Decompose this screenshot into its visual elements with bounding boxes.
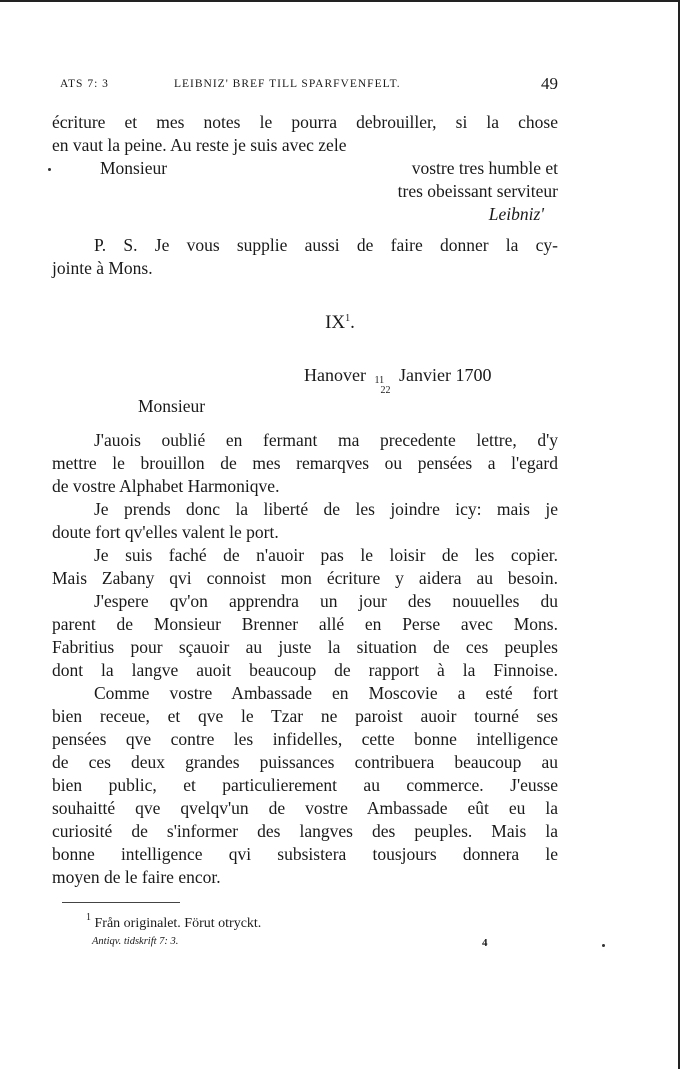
paragraph bbox=[52, 429, 558, 498]
text-line: bonne intelligence qvi subsistera tousjours donnera le bbox=[52, 844, 558, 864]
section-heading: $IX^1$. bbox=[325, 312, 355, 333]
paragraph bbox=[52, 498, 558, 544]
closing-salutation: Monsieur bbox=[100, 158, 168, 178]
signature: Leibniz' bbox=[488, 204, 544, 224]
paragraph bbox=[52, 682, 558, 889]
scan-speck bbox=[48, 168, 51, 171]
letter-salutation: Monsieur bbox=[138, 396, 206, 416]
footnote-rule bbox=[62, 902, 180, 903]
paragraph bbox=[52, 544, 558, 590]
text-line: mettre le brouillon de mes remarqves ou pensées a l'egard bbox=[52, 453, 558, 473]
text-line: J'espere qv'on apprendra un jour des nouuelles du bbox=[94, 591, 558, 611]
date-new-style: 22 bbox=[380, 385, 391, 396]
running-header bbox=[60, 74, 558, 96]
text-line: parent de Monsieur Brenner allé en Perse avec Mons. bbox=[52, 614, 558, 634]
text-line: de ces deux grandes puissances contribuera beaucoup au bbox=[52, 752, 558, 772]
text-line: jointe à Mons. bbox=[52, 258, 153, 278]
footnote-marker: 1 bbox=[86, 912, 91, 923]
text-line: Mais Zabany qvi connoist mon écriture y aidera au besoin. bbox=[52, 568, 558, 588]
text-line: dont la langve auoit beaucoup de rapport à la Finnoise. bbox=[52, 660, 558, 680]
signature-mark: Antiqv. tidskrift 7: 3. bbox=[92, 936, 179, 947]
text-line: souhaitté qve qvelqv'un de vostre Ambassade eût eu la bbox=[52, 798, 558, 818]
footnote bbox=[86, 912, 261, 932]
text-line: pensées qve contre les infidelles, cette bonne intelligence bbox=[52, 729, 558, 749]
paragraph bbox=[52, 590, 558, 682]
text-line: écriture et mes notes le pourra debrouiller, si la chose bbox=[52, 112, 558, 132]
page-number: 49 bbox=[541, 74, 558, 93]
text-line: bien public, et particulierement au commerce. J'eusse bbox=[52, 775, 558, 795]
letter-body bbox=[52, 429, 558, 889]
closing-line: vostre tres humble et bbox=[411, 158, 558, 178]
dateline-place: Hanover bbox=[304, 365, 366, 385]
text-line: curiosité de s'informer des langves des peuples. Mais la bbox=[52, 821, 558, 841]
text-line: moyen de le faire encor. bbox=[52, 867, 221, 887]
header-volume: ATS 7: 3 bbox=[60, 78, 109, 90]
dateline bbox=[304, 364, 544, 396]
header-title: LEIBNIZ' BREF TILL SPARFVENFELT. bbox=[174, 78, 401, 90]
text-line: en vaut la peine. Au reste je suis avec zele bbox=[52, 135, 347, 155]
text-line: bien receue, et qve le Tzar ne paroist auoir tourné ses bbox=[52, 706, 558, 726]
closing-formula bbox=[300, 157, 558, 226]
signature-number: 4 bbox=[482, 937, 488, 949]
section-numeral: IX bbox=[325, 312, 346, 333]
date-old-style: 11 bbox=[374, 375, 385, 386]
scan-speck bbox=[602, 944, 605, 947]
text-line: Je prends donc la liberté de les joindre icy: mais je bbox=[94, 499, 558, 519]
text-line: J'auois oublié en fermant ma precedente lettre, d'y bbox=[94, 430, 558, 450]
letter-end-block bbox=[52, 111, 558, 157]
dateline-date: Janvier 1700 bbox=[398, 365, 492, 385]
text-line: doute fort qv'elles valent le port. bbox=[52, 522, 279, 542]
text-line: Fabritius pour sçauoir au juste la situation de ces peuples bbox=[52, 637, 558, 657]
text-line: de vostre Alphabet Harmoniqve. bbox=[52, 476, 280, 496]
postscript bbox=[52, 234, 558, 280]
text-line: Comme vostre Ambassade en Moscovie a esté fort bbox=[94, 683, 558, 703]
text-line: P. S. Je vous supplie aussi de faire donner la cy- bbox=[94, 235, 558, 255]
text-line: Je suis faché de n'auoir pas le loisir de les copier. bbox=[94, 545, 558, 565]
closing-line: tres obeissant serviteur bbox=[397, 181, 558, 201]
footnote-text: Från originalet. Förut otryckt. bbox=[94, 916, 262, 931]
page-top-edge bbox=[0, 0, 680, 2]
footnote-marker: 1 bbox=[345, 313, 351, 324]
